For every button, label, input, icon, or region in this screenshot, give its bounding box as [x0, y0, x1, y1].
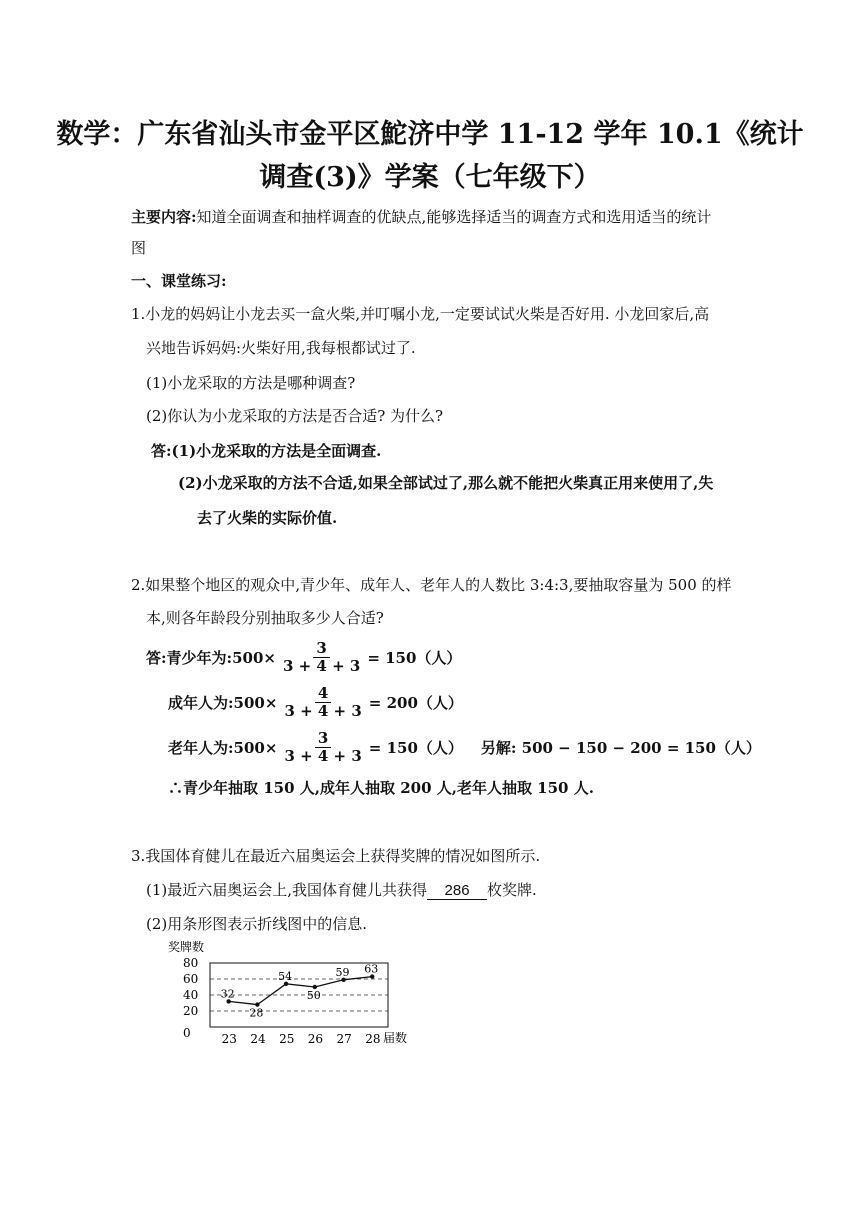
elder-numerator: 3 [315, 730, 331, 748]
teen-mult: 500× [232, 648, 276, 667]
title-line-1: 数学：广东省汕头市金平区鮀济中学 11-12 学年 10.1《统计 [56, 119, 804, 150]
x-tick-label: 23 [221, 1032, 237, 1046]
q1-sub-2: (2)你认为小龙采取的方法是否合适? 为什么? [146, 407, 444, 425]
x-tick-label: 26 [307, 1032, 324, 1046]
data-label: 63 [364, 962, 379, 976]
data-label: 32 [220, 987, 235, 1001]
alternate-solution: 另解: 500 − 150 − 200 = 150（人） [480, 739, 761, 757]
y-tick-label: 40 [183, 988, 199, 1002]
y-tick-label: 20 [183, 1004, 199, 1018]
y-tick-label: 60 [183, 972, 199, 986]
q1-sub-1: (1)小龙采取的方法是哪种调查? [146, 374, 356, 392]
main-content-label: 主要内容: [131, 208, 197, 226]
q2-answer-elder [168, 730, 761, 765]
teen-numerator: 3 [313, 640, 329, 658]
x-tick-label: 28 [365, 1032, 381, 1046]
x-tick-label: 25 [279, 1032, 295, 1046]
medal-line-chart [160, 935, 430, 1050]
adult-denominator: 3 + 4 + 3 [284, 702, 362, 720]
y-tick-label: 80 [183, 956, 199, 970]
q3-sub-2: (2)用条形图表示折线图中的信息. [146, 915, 368, 933]
elder-denominator: 3 + 4 + 3 [284, 747, 362, 765]
elder-result: = 150（人） [368, 739, 463, 757]
q3-sub-1-before: (1)最近六届奥运会上,我国体育健儿共获得 [146, 881, 428, 899]
q3-sub-1 [146, 879, 537, 900]
q1-answer-2b: 去了火柴的实际价值. [197, 509, 338, 527]
answer-blank: 286 [427, 882, 487, 900]
data-label: 59 [335, 965, 350, 979]
adult-prefix: 成年人为: [168, 694, 234, 712]
x-axis-label: 届数 [383, 1031, 408, 1045]
x-tick-label: 27 [336, 1032, 352, 1046]
teen-fraction [280, 640, 363, 675]
q2-answer-teen [146, 640, 461, 675]
teen-denominator: 3 + 4 + 3 [282, 657, 361, 675]
data-label: 54 [278, 969, 293, 983]
adult-fraction [281, 685, 364, 720]
q3-line-1: 3.我国体育健儿在最近六届奥运会上获得奖牌的情况如图所示. [131, 847, 541, 865]
section-heading: 一、课堂练习: [131, 272, 227, 290]
plot-frame [210, 963, 388, 1027]
elder-prefix: 老年人为: [168, 739, 234, 757]
q3-sub-1-after: 枚奖牌. [487, 881, 537, 899]
series-line [229, 977, 373, 1005]
q1-line-2: 兴地告诉妈妈:火柴好用,我每根都试过了. [146, 339, 416, 357]
title-line-2: 调查(3)》学案（七年级下） [259, 162, 601, 193]
main-content-text: 知道全面调查和抽样调查的优缺点,能够选择适当的调查方式和选用适当的统计 [196, 208, 712, 226]
q1-answer-1: 答:(1)小龙采取的方法是全面调查. [151, 442, 382, 460]
y-tick-label: 0 [183, 1026, 191, 1040]
q2-conclusion: ∴青少年抽取 150 人,成年人抽取 200 人,老年人抽取 150 人. [168, 779, 594, 797]
data-label: 28 [249, 1006, 264, 1020]
teen-result: = 150（人） [367, 649, 462, 667]
x-tick-label: 24 [250, 1032, 266, 1046]
data-label: 50 [306, 989, 321, 1002]
q2-line-2: 本,则各年龄段分别抽取多少人合适? [146, 609, 384, 627]
q2-line-1: 2.如果整个地区的观众中,青少年、成年人、老年人的人数比 3:4:3,要抽取容量为 500 的样 [131, 576, 732, 594]
q1-answer-2a: (2)小龙采取的方法不合适,如果全部试过了,那么就不能把火柴真正用来使用了,失 [178, 474, 714, 492]
q2-answer-adult [168, 685, 463, 720]
q1-line-1: 1.小龙的妈妈让小龙去买一盒火柴,并叮嘱小龙,一定要试试火柴是否好用. 小龙回家后,高 [131, 305, 710, 323]
elder-mult: 500× [233, 738, 278, 757]
elder-fraction [281, 730, 364, 765]
adult-mult: 500× [233, 693, 278, 712]
main-content-text-2: 图 [131, 239, 147, 257]
adult-result: = 200（人） [368, 694, 463, 712]
y-axis-label: 奖牌数 [168, 940, 205, 954]
teen-prefix: 答:青少年为: [146, 649, 233, 667]
adult-numerator: 4 [315, 685, 331, 703]
main-content [131, 206, 711, 227]
